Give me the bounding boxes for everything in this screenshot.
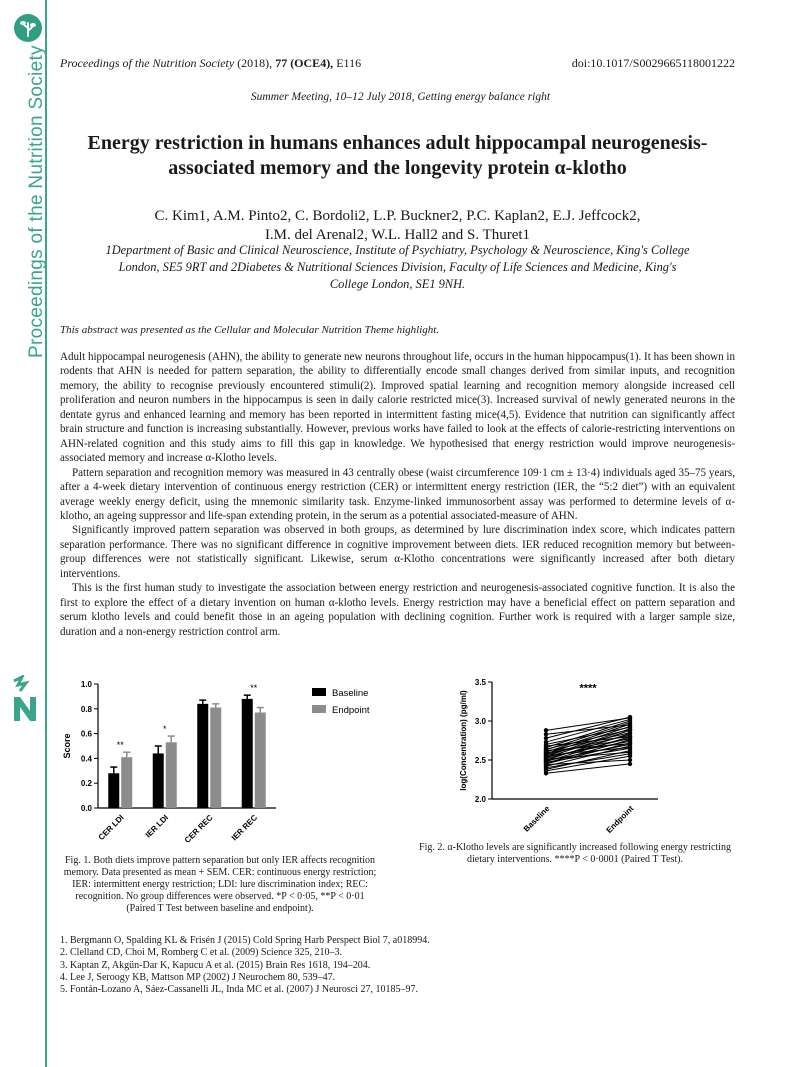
endpoint-point bbox=[628, 716, 632, 720]
legend-swatch bbox=[312, 688, 326, 696]
endpoint-point bbox=[628, 758, 632, 762]
baseline-point bbox=[544, 728, 548, 732]
y-tick-label: 0.4 bbox=[80, 754, 92, 764]
bar-endpoint bbox=[166, 742, 177, 808]
abstract-paragraph: Pattern separation and recognition memory was measured in 43 centrally obese (waist circumference 109·1 cm ± 13·4) individuals aged 35–75 years, after a 4-week dietary intervention of continuous energy restriction (CER) or intermittent energy restriction (IER, the “5:2 diet”) with an equivalent average weekly energy deficit, using the mnemonic similarity task. Enzyme-linked immunosorbent assay was performed to determine levels of α-klotho, an ageing suppressor and life-span extending protein, in the serum as a potential associated-measure of AHN. bbox=[60, 466, 735, 522]
title-line: associated memory and the longevity protein α-klotho bbox=[168, 157, 627, 179]
abstract-body bbox=[60, 350, 735, 639]
y-tick-label: 0.8 bbox=[80, 704, 92, 714]
baseline-point bbox=[544, 732, 548, 736]
authors-line: I.M. del Arenal2, W.L. Hall2 and S. Thuret1 bbox=[264, 227, 531, 243]
legend-swatch bbox=[312, 705, 326, 713]
x-tick-label: CER LDI bbox=[96, 813, 126, 843]
doi-link[interactable]: doi:10.1017/S0029665118001222 bbox=[571, 56, 735, 70]
bar-endpoint bbox=[121, 757, 132, 808]
reference-item: 2. Clelland CD, Choi M, Romberg C et al. (2009) Science 325, 210–3. bbox=[60, 947, 343, 959]
endpoint-point bbox=[628, 745, 632, 749]
affiliation-line: College London, SE1 9NH. bbox=[329, 277, 466, 291]
bar-baseline bbox=[242, 699, 253, 808]
baseline-point bbox=[544, 736, 548, 740]
y-tick-label: 3.0 bbox=[474, 717, 486, 726]
bar-endpoint bbox=[210, 708, 221, 808]
endpoint-point bbox=[628, 762, 632, 766]
x-tick-label: IER LDI bbox=[143, 813, 171, 840]
bar-endpoint bbox=[255, 713, 266, 808]
leaf-logo-icon bbox=[14, 14, 42, 42]
y-tick-label: 3.5 bbox=[474, 678, 486, 687]
y-tick-label: 0.6 bbox=[80, 729, 92, 739]
figure-1-bar-chart bbox=[60, 676, 400, 854]
legend-label: Endpoint bbox=[332, 705, 370, 716]
journal-header bbox=[60, 56, 361, 71]
reference-item: 4. Lee J, Seroogy KB, Mattson MP (2002) J Neurochem 80, 539–47. bbox=[60, 971, 336, 983]
endpoint-point bbox=[628, 750, 632, 754]
x-tick-label: Endpoint bbox=[604, 804, 636, 835]
endpoint-point bbox=[628, 723, 632, 727]
bar-baseline bbox=[153, 753, 164, 808]
reference-item: 1. Bergmann O, Spalding KL & Frisén J (2015) Cold Spring Harb Perspect Biol 7, a018994. bbox=[60, 935, 430, 946]
reference-item: 5. Fontán-Lozano A, Sáez-Cassanelli JL, Inda MC et al. (2007) J Neurosci 27, 10185–97. bbox=[60, 984, 418, 996]
endpoint-point bbox=[628, 734, 632, 738]
meeting-line: Summer Meeting, 10–12 July 2018, Getting energy balance right bbox=[250, 91, 551, 103]
y-tick-label: 1.0 bbox=[80, 680, 92, 689]
y-tick-label: 2.5 bbox=[474, 756, 486, 765]
ns-logo-icon bbox=[8, 675, 42, 725]
abstract-paragraph: Significantly improved pattern separation was observed in both groups, as determined by lure discrimination index score, which indicates pattern separation performance. There was no significant difference in cognitive improvement between diets. IER reduced recognition memory but between-group differences were not statistically significant. Likewise, serum α-Klotho concentrations were significantly increased after both dietary interventions. bbox=[60, 524, 735, 580]
theme-note: This abstract was presented as the Cellular and Molecular Nutrition Theme highlight. bbox=[60, 324, 440, 336]
author-list bbox=[60, 207, 735, 245]
journal-page: E116 bbox=[336, 56, 362, 70]
significance-mark: **** bbox=[579, 682, 597, 695]
y-tick-label: 2.0 bbox=[474, 795, 486, 804]
journal-volume: 77 (OCE4), bbox=[275, 56, 334, 70]
reference-item: 3. Kaptan Z, Akgün-Dar K, Kapucu A et al. (2015) Brain Res 1618, 194–204. bbox=[60, 959, 371, 971]
y-tick-label: 0.2 bbox=[80, 779, 92, 789]
y-tick-label: 0.0 bbox=[80, 804, 92, 813]
baseline-point bbox=[544, 740, 548, 744]
abstract-paragraph: Adult hippocampal neurogenesis (AHN), the ability to generate new neurons throughout life, occurs in the human hippocampus(1). It has been shown in rodents that AHN is needed for pattern separation, the ability to differentially encode small changes derived from similar inputs, and recognition memory, the ability to recognise previously encountered stimuli(2). Improved spatial learning and recognition memory alongside increased cell proliferation and neuron numbers in the hippocampus is seen in daily calorie restricted mice(3). Increased survival of newly generated neurons in the dentate gyrus and enhanced learning and memory has been reported in intermittent fasting mice(4,5). Evidence that nutrition can significantly affect brain structure and function is increasing substantially. However, previous works have failed to look at the effects of calorie-restricting interventions on AHN-related cognition and this study aims to fill this gap in knowledge. We hypothesised that energy restriction would improve neurogenesis-associated memory and increase α-Klotho levels. bbox=[60, 351, 735, 465]
x-tick-label: CER REC bbox=[182, 813, 215, 845]
legend-label: Baseline bbox=[332, 688, 369, 699]
journal-year: (2018), bbox=[237, 56, 273, 70]
figure-2-paired-chart bbox=[452, 674, 682, 839]
figure-2-caption: Fig. 2. α-Klotho levels are significantly increased following energy restricting dietary interventions. ****P < 0·0001 (Paired T Test). bbox=[419, 842, 731, 865]
bar-baseline bbox=[108, 773, 119, 808]
x-tick-label: Baseline bbox=[521, 804, 552, 834]
affiliation-line: London, SE5 9RT and 2Diabetes & Nutritional Sciences Division, Faculty of Life Sciences and Medicine, King's bbox=[118, 260, 677, 274]
journal-name: Proceedings of the Nutrition Society bbox=[60, 56, 235, 70]
y-axis-label: Score bbox=[62, 733, 72, 759]
affiliation-line: 1Department of Basic and Clinical Neuroscience, Institute of Psychiatry, Psychology & Neuroscience, King's College bbox=[105, 243, 690, 257]
title-line: Energy restriction in humans enhances adult hippocampal neurogenesis- bbox=[87, 132, 708, 154]
y-axis-label: log(Concentration) (pg/ml) bbox=[459, 690, 468, 791]
authors-line: C. Kim1, A.M. Pinto2, C. Bordoli2, L.P. Buckner2, P.C. Kaplan2, E.J. Jeffcock2, bbox=[154, 208, 641, 224]
x-tick-label: IER REC bbox=[229, 813, 260, 843]
significance-mark: ** bbox=[250, 683, 258, 694]
journal-side-label: Proceedings of the Nutrition Society bbox=[26, 45, 47, 358]
significance-mark: * bbox=[162, 724, 167, 735]
abstract-paragraph: This is the first human study to investigate the association between energy restriction and neurogenesis-associated cognitive function. It is also the first to explore the effect of a dietary invention on human α-klotho levels. Energy restriction may have a beneficial effect on pattern separation and serum klotho levels and could benefit those in an ageing population with declining cognition. Further work is required with a larger sample size, duration and a non-energy restriction control arm. bbox=[60, 582, 735, 638]
article-title bbox=[60, 131, 735, 181]
bar-baseline bbox=[197, 704, 208, 808]
significance-mark: ** bbox=[116, 740, 124, 751]
figure-1-caption: Fig. 1. Both diets improve pattern separation but only IER affects recognition memory. Data presented as mean + SEM. CER: continuous energy restriction; IER: intermittent energy restriction; LDI: lure discrimination index; REC: recognition. No group differences were observed. *P < 0·05, **P < 0·01 (Paired T Test between baseline and endpoint). bbox=[63, 855, 377, 914]
reference-list bbox=[60, 935, 740, 996]
endpoint-point bbox=[628, 741, 632, 745]
affiliations bbox=[60, 242, 735, 293]
